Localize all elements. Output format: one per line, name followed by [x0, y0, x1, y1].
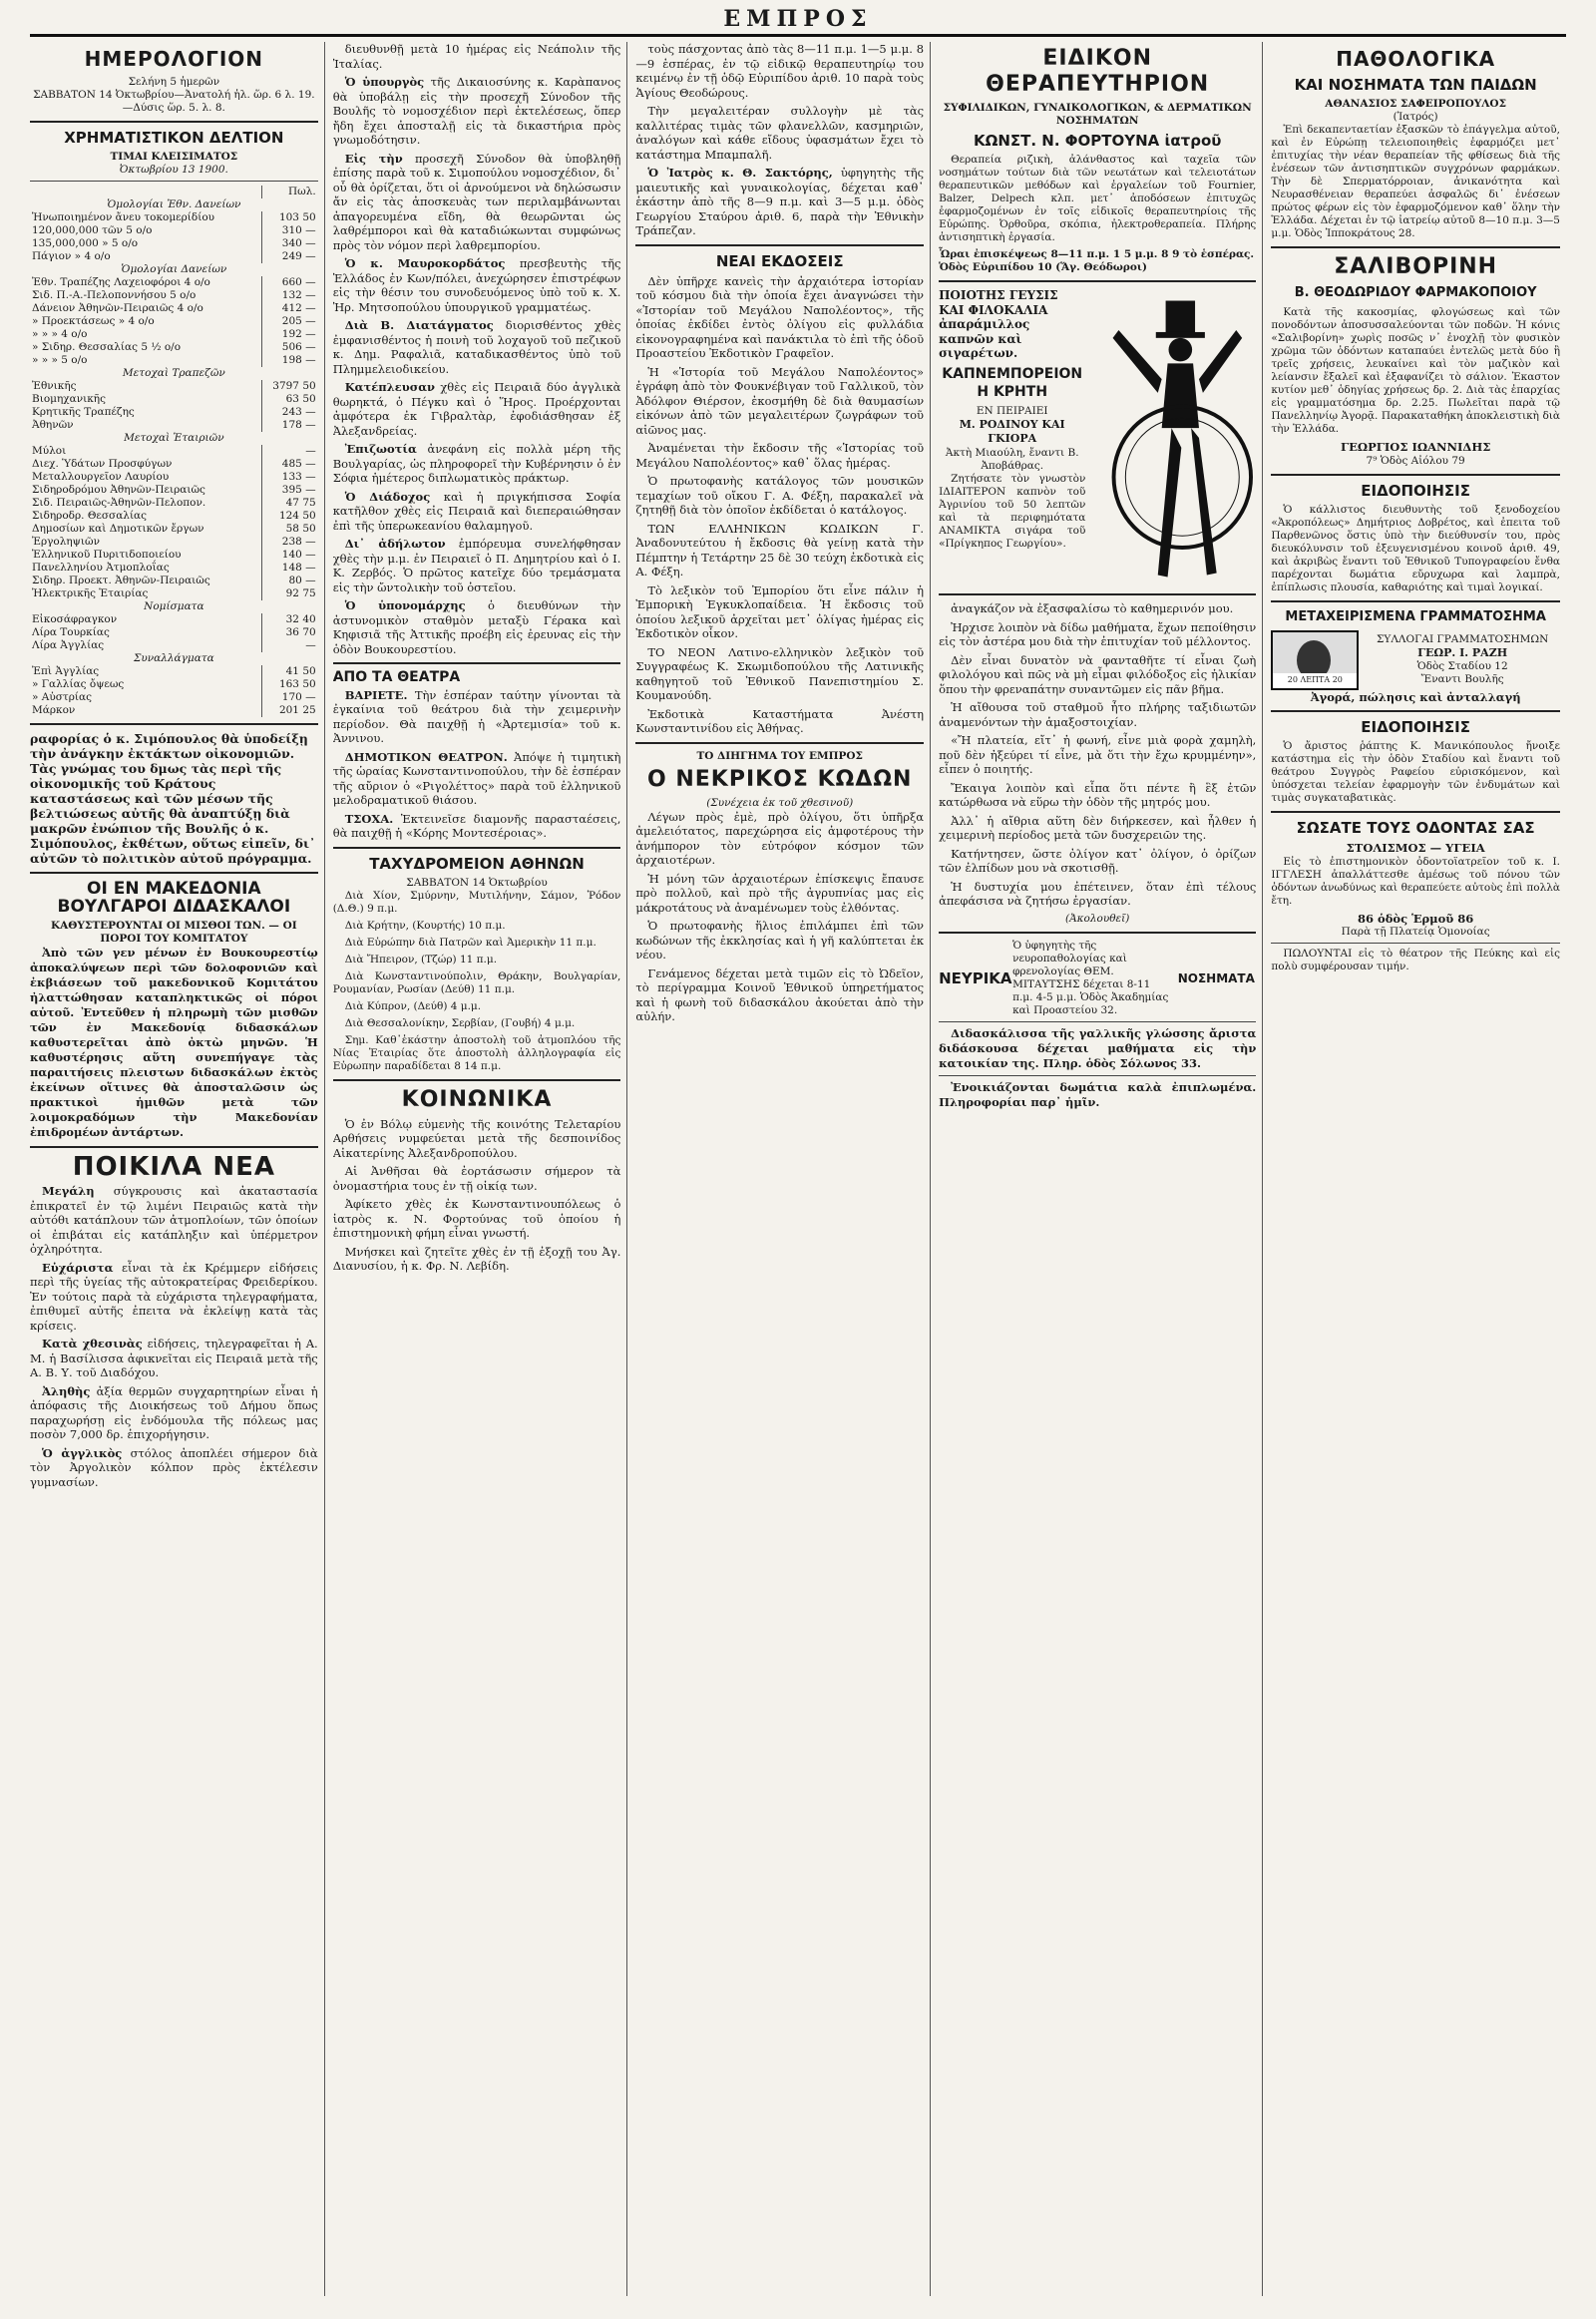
macedonia-text: Ἀπὸ τῶν γεν μένων ἐν Βουκουρεστίῳ ἀποκαλύψεων περὶ τῶν δολοφονιῶν καὶ ἐκβιάσεων τοῦ μακεδονικοῦ Κομιτάτου ἠλαττώθησαν καταπληκτικῶς οἱ πόροι αὐτοῦ. Ἐντεῦθεν ἡ πληρωμὴ τῶν μισθῶν τῶν ἐν Μακεδονίᾳ διδασκάλων καθυστερεῖται ἀπὸ ὀκτὼ μηνῶν. Ἡ καθυστέρησις αὕτη συνεπήγαγε τὰς παραιτήσεις πλειστων διδασκάλων ἐκτὸς ἐκείνων οἵτινες θὰ ἀποσταλῶσιν ὡς πρακτικοὶ ἡμιθῶν μετὰ τῶν λοιμοκραδόμων τὴν Μακεδονίαν ἐπιδρομέων ἀντάρτων. — [30, 946, 318, 1139]
market-price: 243 — — [261, 406, 318, 419]
market-title: ΧΡΗΜΑΤΙΣΤΙΚΟΝ ΔΕΛΤΙΟΝ — [64, 129, 284, 147]
story-to-be-continued: (Ἀκολουθεῖ) — [1064, 912, 1130, 925]
market-security: Ἠλεκτρικῆς Ἑταιρίας — [32, 587, 149, 599]
clinic-subtitle: ΣΥΦΙΛΙΔΙΚΩΝ, ΓΥΝΑΙΚΟΛΟΓΙΚΩΝ, & ΔΕΡΜΑΤΙΚΩΝ ΝΟΣΗΜΑΤΩΝ — [943, 102, 1252, 127]
market-security: Ἀθηνῶν — [32, 419, 74, 431]
market-price: 506 — — [261, 341, 318, 354]
story-paragraph: Ἡ μόνη τῶν ἀρχαιοτέρων ἐπίσκεψις ἔπαυσε πρὸ πολλοῦ, καὶ πρὸ τῆς ἀγρυπνίας μας εἰς μάκροτάτους νὰ ἀναμένωμεν τοὺς ἐλθόντας. — [635, 871, 925, 915]
market-group-heading: Συναλλάγματα — [133, 652, 214, 664]
market-price: 412 — — [261, 302, 318, 315]
notice2-title: ΕΙΔΟΠΟΙΗΣΙΣ — [1361, 718, 1470, 736]
stamps-subtitle: ΣΥΛΛΟΓΑΙ ΓΡΑΜΜΑΤΟΣΗΜΩΝ — [1376, 632, 1549, 645]
market-security: Σιδ. Πειραιῶς-Ἀθηνῶν-Πελοπον. — [32, 497, 206, 509]
market-price: 395 — — [261, 484, 318, 497]
news-item-heading: Διὰ Β. Διατάγματος — [344, 318, 494, 332]
story-paragraph: Κατήντησεν, ὥστε ὀλίγον κατ᾽ ὀλίγον, ὁ ὀρίζων τῶν ἐλπίδων μου νὰ σκοτισθῇ. — [939, 846, 1257, 875]
rent-notice: Ἐνοικιάζονται δωμάτια καλὰ ἐπιπλωμένα. Πληροφορίαι παρ᾽ ἡμῖν. — [939, 1079, 1257, 1109]
market-price: 132 — — [261, 289, 318, 302]
market-price: 660 — — [261, 276, 318, 289]
news-item-heading: Δι᾽ ἀδήλωτον — [344, 537, 446, 551]
theatre-item-heading: ΒΑΡΙΕΤΕ. — [344, 687, 408, 702]
notice1-title: ΕΙΔΟΠΟΙΗΣΙΣ — [1361, 481, 1470, 500]
news-item-body: ὑφηγητὴς τῆς μαιευτικῆς καὶ γυναικολογίας, δέχεται καθ᾽ ἑκάστην ἀπὸ τῆς 8—9 π.μ. καὶ 3—5 μ.μ. ὁδὸς Γεωργίου Σταύρου ἀριθ. 6, παρὰ τὴν Ἐθνικὴν Τράπεζαν. — [635, 166, 925, 237]
news-item-body: χθὲς εἰς Πειραιᾶ δύο ἀγγλικὰ θωρηκτά, ὁ Πέγκυ καὶ ὁ Ἥρος. Προέρχονται ἀμφότερα ἐκ Γιβραλτὰρ, ἐφοδιάσθησαν ἐξ Ἀλεξανδρείας. — [332, 380, 621, 438]
market-date: Ὀκτωβρίου 13 1900. — [119, 164, 228, 176]
news-item — [333, 75, 621, 148]
theatre-item-heading: ΔΗΜΟΤΙΚΟΝ ΘΕΑΤΡΟΝ. — [344, 749, 508, 764]
macedonia-subtitle: ΚΑΘΥΣΤΕΡΟΥΝΤΑΙ ΟΙ ΜΙΣΘΟΙ ΤΩΝ. — ΟΙ ΠΟΡΟΙ ΤΟΥ ΚΟΜΙΤΑΤΟΥ — [51, 920, 297, 945]
news-item-heading: Ὁ Διάδοχος — [344, 489, 431, 504]
theatre-item-body: Τὴν ἑσπέραν ταύτην γίνονται τὰ ἐγκαίνια τοῦ θεάτρου διὰ τὴν χειμερινὴν περίοδον. Θὰ παιχθῇ ἡ «Ἀρτεμισία» τοῦ κ. Ἀννινου. — [332, 687, 621, 745]
market-price: 133 — — [261, 471, 318, 484]
save-address: 86 ὁδὸς Ἑρμοῦ 86 — [1358, 911, 1474, 926]
market-security: Πανελληνίου Ἀτμοπλοΐας — [32, 562, 170, 574]
pharmacy-text: Κατὰ τῆς κακοσμίας, φλογώσεως καὶ τῶν πονοδόντων ἀποσυσσαλεύονται τῶν ποδῶν. Ἡ κόνις «Σαλιβορίνη» χωρὶς ποσῶς ν᾽ ἐνοχλῇ τὸν φυσικὸν χρῶμα τῶν ὀδόντων καταπαύει ἐντελῶς μετὰ δύο ἢ τρεῖς χρήσεις, λευκαίνει καὶ τὸν μαζικὸν καὶ λείανσιν ἔξαλεῖ καὶ ἐξαφανίζει τὸ σάλιον. Ἐκαστον κυτίον μεθ᾽ ὁδηγίας χρήσεως δρ. 2. Διὰ τὰς ἐπαρχίας εἰς γραμματόσημα δρ. 2.25. Πωλεῖται παρὰ τῷ Πανελληνίῳ Ἀγορᾷ. Παρακαταθήκη ἀποκλειστικὴ διὰ τὴν Ἑλλάδα. — [1271, 306, 1560, 435]
post-date: ΣΑΒΒΑΤΟΝ 14 Ὀκτωβρίου — [406, 876, 548, 889]
market-security: Ἐθν. Τραπέζης Λαχειοφόροι 4 ο/ο — [32, 276, 210, 288]
market-price: 63 50 — [261, 393, 318, 406]
almanac-line: ΣΑΒΒΑΤΟΝ 14 Ὀκτωβρίου—Ἀνατολή ἡλ. ὥρ. 6 λ. 19.—Δύσις ὥρ. 5. λ. 8. — [33, 89, 315, 114]
theatre-item — [333, 688, 621, 746]
continued-text: διευθυνθῇ μετὰ 10 ἡμέρας εἰς Νεάπολιν τῆς Ἰταλίας. — [332, 42, 621, 71]
market-security: Σιδ. Π.-Α.-Πελοποννήσου 5 ο/ο — [32, 289, 197, 301]
market-security: » » » 4 ο/ο — [32, 328, 88, 340]
market-row — [30, 328, 318, 341]
market-row — [30, 393, 318, 406]
post-line: Διὰ Κρήτην, (Κουρτής) 10 π.μ. — [344, 919, 506, 932]
col3-news-list — [635, 42, 924, 238]
news-item-body: ἀξία θερμῶν συγχαρητηρίων εἶναι ἡ ἀπόφασις τῆς Διοικήσεως τοῦ Δήμου ὅπως παραχωρήσῃ εἰς ἐνδόμουλα τῆς πόλεως μας ποσὸν 7,000 δρ. ἐπιχορήγησιν. — [30, 1383, 318, 1441]
market-security: Μύλοι — [32, 445, 67, 457]
post-line: Διὰ Ἤπειρον, (Τζώρ) 11 π.μ. — [344, 953, 498, 966]
news-list — [30, 1184, 318, 1489]
news-item — [333, 318, 621, 376]
sale-notice: ΠΩΛΟΥΝΤΑΙ εἰς τὸ θέατρον τῆς Πεύκης καὶ εἰς πολὺ συμφέρουσαν τιμήν. — [1271, 948, 1560, 972]
tobacco-text: ΠΟΙΟΤΗΣ ΓΕΥΣΙΣ ΚΑΙ ΦΙΛΟΚΑΛΙΑ ἀπαράμιλλος καπνῶν καὶ σιγαρέτων. — [939, 288, 1058, 360]
news-item — [30, 1261, 318, 1334]
social-item: Μνήσκει καὶ ζητεῖτε χθὲς ἐν τῇ ἐξοχῇ του Ἀγ. Διανυσίου, ἡ κ. Φρ. Ν. Λεβίδη. — [332, 1244, 621, 1273]
market-row — [30, 691, 318, 704]
market-row — [30, 575, 318, 587]
market-row — [30, 497, 318, 510]
finance-notice: ραφορίας ὁ κ. Σιμόπουλος θὰ ὑποδείξῃ τὴν ἀνάγκην ἐκτάκτων οἰκονομιῶν. Τὰς γνώμας του δμως τὰς περὶ τῆς οἰκονομικῆς τοῦ Κράτους καταστάσεως καὶ τῶν μέσων τῆς βελτιώσεως αὐτῆς θὰ ἀναπτύξῃ διὰ μακρῶν ἐνώπιον τῆς Βουλῆς ὁ κ. Σιμόπουλος, ἐκθέτων, οὕτως εἰπεῖν, δι᾽ αὐτῶν τὸ πολιτικὸν αὐτοῦ πρόγραμμα. — [30, 731, 316, 866]
market-security: Σιδηρ. Προεκτ. Ἀθηνῶν-Πειραιῶς — [32, 575, 210, 586]
news-item-body: ἀνεφάνη εἰς πολλὰ μέρη τῆς Βουλγαρίας, ὡς πληροφορεῖ τὴν Κυβέρνησιν ὁ ἐν Σόφια ἡμέτερος διπλωματικὸς πράκτωρ. — [332, 442, 621, 485]
news-item — [333, 152, 621, 253]
story-title: Ο ΝΕΚΡΙΚΟΣ ΚΩΔΩΝ — [646, 766, 913, 792]
drummer-illustration — [1089, 288, 1256, 587]
market-security: Λίρα Τουρκίας — [32, 626, 110, 638]
macedonia-title: ΟΙ ΕΝ ΜΑΚΕΔΟΝΙΑ ΒΟΥΛΓΑΡΟΙ ΔΙΔΑΣΚΑΛΟΙ — [57, 879, 291, 917]
market-price: 80 — — [261, 575, 318, 587]
market-security: Βιομηχανικῆς — [32, 393, 106, 405]
post-line: Διὰ Εὐρώπην διὰ Πατρῶν καὶ Ἀμερικὴν 11 π.μ. — [344, 936, 597, 949]
column-1 — [30, 42, 325, 2296]
market-price: 32 40 — [261, 613, 318, 626]
post-line: Διὰ Κωνσταντινούπολιν, Θράκην, Βουλγαρίαν, Ρουμανίαν, Ρωσίαν (Δεύθ) 11 π.μ. — [332, 969, 621, 995]
story-paragraph: Δὲν εἶναι δυνατὸν νὰ φανταθῆτε τί εἶναι ζωὴ φιλολόγου καὶ πῶς νὰ μὴ εἶμαι φιλόδοξος εἰς ἡλικίαν ὅπου τὴν φρεναπάτην συναντῶμεν εἰς πᾶν βῆμα. — [939, 652, 1257, 696]
market-security: » Σιδηρ. Θεσσαλίας 5 ½ ο/ο — [32, 341, 182, 353]
stamps-owner: ΓΕΩΡ. Ι. ΡΑΖΗ — [1417, 645, 1508, 659]
theatre-item — [333, 750, 621, 808]
market-header-blank — [30, 186, 261, 198]
market-security: Σιδηροδρ. Θεσσαλίας — [32, 510, 148, 522]
market-row — [30, 510, 318, 523]
news-item-heading: Ὁ Ἰατρὸς κ. Θ. Σακτόρης, — [647, 166, 833, 180]
news-item-body: προσεχῆ Σύνοδον θὰ ὑποβληθῇ ἐπίσης παρὰ τοῦ κ. Σιμοπούλου νομοσχέδιον, δι᾽ οὗ θὰ ὁρίζεται, ὅτι οἱ ἀρνούμενοι νὰ δηλώσωσιν ἄν εἰς τὰς ἀποσκευὰς των περιλαμβάνωνται ἀπαγορευμένα εἴδη, θὰ θεωρῶνται ὡς λαθρέμποροι καὶ θὰ καταδιώκωνται συμφώνως πρὸς τὸν νόμον περὶ λαθρεμπορίου. — [332, 151, 621, 252]
story-paragraph: ἀναγκάζον νὰ ἐξασφαλίσω τὸ καθημερινόν μου. — [951, 601, 1234, 615]
neuro-side-title: ΝΟΣΗΜΑΤΑ — [1177, 970, 1255, 985]
news-item-heading: Ὁ ἀγγλικὸς — [42, 1445, 123, 1460]
market-price: 140 — — [261, 549, 318, 562]
market-security: Δημοσίων καὶ Δημοτικῶν ἔργων — [32, 523, 204, 535]
story-paragraph: Λέγων πρὸς ἐμὲ, πρὸ ὀλίγου, ὅτι ὑπῆρξα ἀμελειότατος, παρεχώρησα εἰς ἀμφοτέρους τὴν ἀνήμπορον τὸν εὐτρόφον κόσμον τῶν ἀρχαιοτέρων. — [635, 809, 925, 867]
news-item — [333, 256, 621, 314]
theatre-item — [333, 812, 621, 841]
post-title: ΤΑΧΥΔΡΟΜΕΙΟΝ ΑΘΗΝΩΝ — [369, 854, 585, 873]
story-paragraph: «Ἤ πλατεία, εἴτ᾽ ἡ φωνή, εἶνε μιὰ φορὰ χαμηλὴ, ποῦ δὲν ἠξεύρει τί εἶνε, μὰ ὅτι τὴν ἔχω κρυμμένην», εἶπεν ὁ ποιητής. — [939, 733, 1257, 776]
market-price: 192 — — [261, 328, 318, 341]
social-item: Ἀφίκετο χθὲς ἐκ Κωνσταντινουπόλεως ὁ ἰατρὸς κ. Ν. Φορτούνας τοῦ ὁποίου ἡ ἐπιστημονικὴ φήμη εἶναι γνωστή. — [332, 1197, 621, 1240]
pedia-role: (Ἰατρός) — [1393, 111, 1438, 123]
market-header-sell: Πωλ. — [261, 186, 318, 198]
pedia-subtitle: ΚΑΙ ΝΟΣΗΜΑΤΑ ΤΩΝ ΠΑΙΔΩΝ — [1294, 76, 1537, 94]
market-security: Ἐθνικῆς — [32, 380, 77, 392]
story-paragraph: Ἀλλ᾽ ἡ αἴθρια αὕτη δὲν διήρκεσεν, καὶ ἦλθεν ἡ χειμερινὴ περίοδος μετὰ τῶν δυσχερειῶν της. — [939, 813, 1257, 842]
post-line: Διὰ Χίον, Σμύρνην, Μυτιλήνην, Σάμον, Ῥόδον (Δ.Θ.) 9 π.μ. — [332, 889, 621, 915]
social-list — [333, 1117, 621, 1274]
save-address-2: Παρὰ τῇ Πλατείᾳ Ὁμονοίας — [1341, 926, 1490, 938]
market-price: 36 70 — [261, 626, 318, 639]
news-item — [635, 166, 924, 238]
save-subtitle: ΣΤΟΛΙΣΜΟΣ — ΥΓΕΙΑ — [1346, 841, 1485, 855]
market-security: Ἐπὶ Ἀγγλίας — [32, 665, 100, 677]
story-paragraph: Ὁ πρωτοφανὴς ἥλιος ἐπιλάμπει ἐπὶ τῶν κωδώνων τῆς ἐκκλησίας καὶ ἡ γῆ καλύπτεται ἐκ νέου. — [635, 919, 925, 962]
market-price: 47 75 — [261, 497, 318, 510]
edition-item: Δὲν ὑπῆρχε κανεὶς τὴν ἀρχαιότερα ἱστορίαν τοῦ κόσμου διὰ τὴν ὁποία ἔχει ἀναγνώσει τὴν «Ἱστορίαν τοῦ Μεγάλου Ναπολέοντος», τῆς ὁποίας ἐκδίδει ἐντὸς ὀλίγου εἰς φυλλάδια εἰκονογραφημένα καὶ πανάκτιλα τὸ ἐπὶ τῆς ὁδοῦ Προαστείου Ἐκδοτικὸν Γραφεῖον. — [635, 273, 925, 360]
market-group-heading: Μετοχαὶ Τραπεζῶν — [122, 367, 225, 379]
market-group-heading: Ὁμολογίαι Δανείων — [121, 263, 227, 275]
news-item — [333, 442, 621, 486]
market-row — [30, 562, 318, 575]
news-item-body: ἐμπόρευμα συνελήφθησαν χθὲς τὴν μ.μ. ἐν Πειραιεῖ ὁ Π. Δημητρίου καὶ ὁ Ι. Κ. Ζερβός. Ὁ πρῶτος κατεῖχε δύο τρεμάσματα εἰς τὴν ὤντολικὴν τοῦ ὀστεῖου. — [332, 537, 621, 594]
news-item-heading: Εἰς τὴν — [344, 151, 403, 166]
market-price: — — [261, 639, 318, 652]
news-item — [333, 598, 621, 656]
social-item: Αἱ Ἀνθῆσαι θὰ ἐορτάσωσιν σήμερον τὰ ὀνομαστήρια τους ἐν τῇ οἰκίᾳ των. — [332, 1164, 621, 1193]
market-row — [30, 445, 318, 458]
story-paragraph: Γενάμενος δέχεται μετὰ τιμῶν εἰς τὸ Ὠδεῖον, τὸ περίγραμμα Κοινοῦ Ἐθνικοῦ ὑπηρετήματος καὶ ἡ φωνὴ τοῦ διδασκάλου ἀκούεται ἀπὸ τὴν αὐλήν. — [635, 966, 925, 1023]
market-price: 205 — — [261, 315, 318, 328]
market-row — [30, 626, 318, 639]
market-security: Ἡνωποιημένον ἄνευ τοκομερίδίου — [32, 211, 215, 223]
news-item-heading: Ἐπιζωοτία — [344, 442, 417, 456]
post-list — [333, 890, 621, 1073]
market-row — [30, 224, 318, 237]
story-paragraph: Ἔκαιγα λοιπὸν καὶ εἶπα ὅτι πέντε ἢ ἓξ ἐτῶν κατώρθωσα νὰ εὕρω τὴν ὁδὸν τῆς μητρός μου. — [939, 780, 1257, 809]
market-price: 124 50 — [261, 510, 318, 523]
newspaper-page — [30, 42, 1566, 2296]
post-line: Διὰ Κύπρον, (Δεύθ) 4 μ.μ. — [344, 999, 482, 1012]
news-item — [333, 380, 621, 438]
edition-item: ΤΩΝ ΕΛΛΗΝΙΚΩΝ ΚΩΔΙΚΩΝ Γ. Ἀναδονυτεύτου ἡ ἔκδοσις θὰ γείνῃ κατὰ τὴν Πέμπτην ἡ Τετάρτην 25 δὲ 30 τεύχη ἐκδοτικὰ εἰς Α. Φέξη. — [635, 521, 925, 579]
market-row — [30, 678, 318, 691]
post-line: Σημ. Καθ᾽ἑκάστην ἀποστολὴ τοῦ ἀτμοπλόου τῆς Νίας Ἑταιρίας ὅτε ἀποστολὴ ἀλληλογραφία εἰς Εὐρωπην παραδίδεται 8 14 π.μ. — [332, 1033, 621, 1072]
market-row — [30, 419, 318, 432]
market-security: 120,000,000 τῶν 5 ο/ο — [32, 224, 153, 236]
market-row — [30, 536, 318, 549]
news-item-body: στόλος ἀποπλέει σήμερον διὰ τὸν Ἀργολικὸν κόλπον πρὸς ἐκτέλεσιν γυμνασίων. — [30, 1445, 318, 1489]
market-price: 238 — — [261, 536, 318, 549]
theatre-item-body: Ἐκτεινεῖσε διαμονῆς παρασταέσεις, θὰ παιχθῇ ἡ «Κόρης Μοντεσέροιας». — [332, 811, 621, 840]
story-continuation: (Συνέχεια ἐκ τοῦ χθεσινοῦ) — [706, 796, 854, 809]
news-item-body: πρεσβευτὴς τῆς Ἑλλάδος ἐν Κων/πόλει, ἀνεχώρησεν ἐπιστρέφων εἰς τὴν θέσιν του συνοδευόμενος ὑπὸ τοῦ κ. Χ. Ἠρ. Μητσοπούλου ὑπουργικοῦ γραμματέως. — [332, 256, 621, 314]
news-item-body: Τὴν μεγαλειτέραν συλλογὴν μὲ τὰς καλλιτέρας τιμὰς τῶν φλανελλῶν, κασμηριῶν, ἀναλόγων καὶ κάθε εἴδους ὑφασμάτων ἔχει τὸ κατάστημα Μπαμπαλῆ. — [635, 104, 925, 162]
news-item — [635, 42, 924, 100]
neuro-title: ΝΕΥΡΙΚΑ — [939, 968, 1012, 987]
market-price: 41 50 — [261, 665, 318, 678]
market-price: 198 — — [261, 354, 318, 367]
stamp-image: 20 ΛΕΠΤΑ 20 — [1271, 630, 1359, 690]
save-title: ΣΩΣΑΤΕ ΤΟΥΣ ΟΔΟΝΤΑΣ ΣΑΣ — [1296, 819, 1535, 837]
social-item: Ὁ ἐν Βόλῳ εὐμενὴς τῆς κοινότης Τελεταρίου Αρθήσεις νυμφεύεται μετὰ τῆς δεσποινίδος Αἰκατερίνης Ἀλεξανδροπούλου. — [332, 1116, 621, 1160]
story-text — [635, 810, 924, 1024]
market-security: Διεχ. Ὑδάτων Προσφύγων — [32, 458, 173, 470]
market-row — [30, 237, 318, 250]
pedia-doctor: ΑΘΑΝΑΣΙΟΣ ΣΑΦΕΙΡΟΠΟΥΛΟΣ — [1325, 98, 1506, 110]
masthead-title: ΕΜΠΡΟΣ — [30, 6, 1566, 37]
market-row — [30, 523, 318, 536]
stamps-address-2: Ἔναντι Βουλῆς — [1420, 673, 1504, 686]
market-security: Μεταλλουργεῖον Λαυρίου — [32, 471, 170, 483]
market-row — [30, 250, 318, 263]
pharmacy-agent: ΓΕΩΡΓΙΟΣ ΙΩΑΝΝΙΔΗΣ — [1340, 440, 1491, 454]
story-paragraph: Ἡ αἴθουσα τοῦ σταθμοῦ ἦτο πλήρης ταξιδιωτῶν ἀναμενόντων τὴν ἁμαξοστοιχίαν. — [939, 700, 1257, 729]
almanac-title: ΗΜΕΡΟΛΟΓΙΟΝ — [84, 47, 264, 71]
news-item-heading: Κατέπλευσαν — [344, 380, 436, 394]
edition-item: Ἡ «Ἱστορία τοῦ Μεγάλου Ναπολέοντος» ἐγράφη ἀπὸ τὸν Φουκνέβιγαν τοῦ Γαλλικοῦ, τὸν Ἀδόλφον Θιέρσον, ἐκοσμήθη δὲ διὰ θαυμασίων εἰκόνων ἀπὸ τῶν μεγαλειτέρων ζωγράφων τοῦ αἰῶνος μας. — [635, 364, 925, 437]
market-security: » Προεκτάσεως » 4 ο/ο — [32, 315, 155, 327]
news-item-body: σύγκρουσις καὶ ἀκαταστασία ἐπικρατεῖ ἐν τῷ λιμένι Πειραιῶς κατὰ τὴν αὐτόθι κατάπλουν τῶν ἀτμοπλοίων, τῶν ὁποίων οἱ ἐπιβάται εἰς κατάπληξιν καὶ ὑπέρμετρον ὀχληρότητα. — [30, 1184, 318, 1256]
pedia-title: ΠΑΘΟΛΟΓΙΚΑ — [1336, 47, 1496, 71]
market-security: Ἐργοληψιῶν — [32, 536, 100, 548]
news-item-heading: Ὁ ὑπουργὸς — [344, 75, 425, 89]
market-group-heading: Μετοχαὶ Ἑταιριῶν — [124, 432, 224, 444]
news-item-body: εἰδήσεις, τηλεγραφεῖται ἡ Α. Μ. ἡ Βασίλισσα ἀφικνεῖται εἰς Πειραιᾶ μετὰ τῆς Α. Β. Υ. τοῦ Διαδόχου. — [30, 1337, 318, 1379]
clinic-doctor: ΚΩΝΣΤ. Ν. ΦΟΡΤΟΥΝΑ ἰατροῦ — [973, 132, 1222, 150]
theatre-item-body: Ἀπόψε ἡ τιμητικὴ τῆς ὡραίας Κωνσταντινοπούλου, τὴν δὲ ἑσπέραν τῆς αὔριον ὁ «Ριγολέττος» παρὰ τοῦ ἑλληνικοῦ μελοδραματικοῦ θιάσου. — [332, 749, 621, 807]
theatre-title: ΑΠΟ ΤΑ ΘΕΑΤΡΑ — [332, 669, 461, 685]
shop-owner: Μ. ΡΟΔΙΝΟΥ ΚΑΙ ΓΚΙΟΡΑ — [959, 417, 1065, 445]
notice1-text: Ὁ κάλλιστος διευθυντὴς τοῦ ξενοδοχείου «Ἀκροπόλεως» Δημήτριος Δοβρέτος, καὶ ἐπειτα τοῦ Παρθενῶνος ὅστις ὑπὸ τὴν διεύθυνσίν του, πρὸς διευκόλυνσιν τοῦ ἐξευγενισμένου κοινοῦ ἀριθ. 49, καὶ ἀκριβὼς ἔναντι τοῦ Ἐθνικοῦ Τυπογραφείου ἔνθα παρέχονται δωμάτια εὔρυχωρα καὶ λαμπρὰ, ἐπίπλωσις πλουσία, καθαριότης καὶ τιμαὶ λογικαί. — [1271, 503, 1560, 593]
news-item — [30, 1384, 318, 1442]
market-security: Λίρα Ἀγγλίας — [32, 639, 105, 651]
market-price: 103 50 — [261, 211, 318, 224]
news-item-heading: Ὁ ὑπονομάρχης — [344, 598, 466, 612]
edition-item: Τὸ λεξικὸν τοῦ Ἐμπορίου ὅτι εἶνε πάλιν ἡ Ἐμπορικὴ Ἐγκυκλοπαίδεια. Ἡ ἔκδοσις τοῦ ὁποίου λεξικοῦ ἀρχεῖται μετ᾽ ὀλίγας ἡμέρας εἰς Ἐκδοτικὸν οἶκον. — [635, 582, 925, 640]
market-price: 201 25 — [261, 704, 318, 717]
almanac-line: Σελήνη 5 ἡμερῶν — [128, 76, 220, 88]
news-item — [333, 490, 621, 534]
news-item-body: τοὺς πάσχοντας ἀπὸ τὰς 8—11 π.μ. 1—5 μ.μ. 8—9 ἑσπέρας, ἐν τῷ εἰδικῷ θεραπευτηρίῳ του κειμένῳ ἐν τῇ ὁδῷ Εὐριπίδου ἀριθ. 10 παρὰ τοὺς Ἁγίους Θεοδώρους. — [635, 42, 925, 100]
market-row — [30, 289, 318, 302]
news-item — [30, 1184, 318, 1257]
market-price: 485 — — [261, 458, 318, 471]
post-line: Διὰ Θεσσαλονίκην, Σερβίαν, (Γουβή) 4 μ.μ. — [344, 1016, 576, 1029]
teacher-notice: Διδασκάλισσα τῆς γαλλικῆς γλώσσης ἄριστα διδάσκουσα δέχεται μαθήματα εἰς τὴν κατοικίαν της. Πληρ. ὁδὸς Σόλωνος 33. — [939, 1025, 1257, 1070]
market-price: 148 — — [261, 562, 318, 575]
edition-item: ΤΟ ΝΕΟΝ Λατινο-ελληνικὸν λεξικὸν τοῦ Συγγραφέως Κ. Σκωμιδοπούλου τῆς Λατινικῆς καθηγητοῦ τοῦ Ἐθνικοῦ Πανεπιστημίου Σ. Κουμανούδη. — [635, 644, 925, 702]
news-item-heading: Κατὰ χθεσινὰς — [42, 1337, 143, 1351]
stamps-title: ΜΕΤΑΧΕΙΡΙΣΜΕΝΑ ΓΡΑΜΜΑΤΟΣΗΜΑ — [1285, 608, 1546, 624]
market-security: 135,000,000 » 5 ο/ο — [32, 237, 139, 249]
market-security: Σιδηροδρόμου Ἀθηνῶν-Πειραιῶς — [32, 484, 205, 496]
news-item-heading: Ὁ κ. Μαυροκορδάτος — [344, 256, 506, 270]
pharmacy-address: 7⁹ Ὁδὸς Αἰόλου 79 — [1366, 454, 1465, 467]
market-security: » » » 5 ο/ο — [32, 354, 88, 366]
market-price: 3797 50 — [261, 380, 318, 393]
editions-list — [635, 274, 924, 736]
clinic-text: Θεραπεία ριζικὴ, ἀλάνθαστος καὶ ταχεῖα τῶν νοσημάτων τούτων διὰ τῶν νεωτάτων καὶ τελειοτάτων θεραπευτικῶν μεθόδων καὶ ἐργαλείων τοῦ Fournier, Balzer, Delpech κλπ. μετ᾽ ἀποδόσεων ἐπιτυχῶς ἐφαρμοζομένων ἐν τοῖς εἰδικοῖς θεραπευτηρίοις τῆς Εὐρώπης. Ὀρθοῦρα, σκόπια, ἠλεκτροθεραπεία. Πλήρης ἀντισηπτικὴ ἐργασία. — [939, 154, 1257, 243]
market-row — [30, 549, 318, 562]
column-3 — [635, 42, 931, 2296]
shop-city: ΕΝ ΠΕΙΡΑΙΕΙ — [976, 404, 1048, 417]
market-row — [30, 380, 318, 393]
market-price: 170 — — [261, 691, 318, 704]
stamps-trade: Ἀγορά, πώλησις καὶ ἀνταλλαγή — [1310, 689, 1521, 704]
shop-address: Ἀκτὴ Μιαούλη, ἔναντι Β. Ἀποβάθρας. — [945, 446, 1079, 472]
market-price: — — [261, 445, 318, 458]
column-5 — [1271, 42, 1566, 2296]
market-price: 178 — — [261, 419, 318, 432]
market-row — [30, 665, 318, 678]
column-2 — [333, 42, 628, 2296]
market-row — [30, 704, 318, 717]
pharmacy-title: ΣΑΛΙΒΟΡΙΝΗ — [1334, 254, 1498, 279]
news-item-heading: Μεγάλη — [42, 1184, 95, 1198]
market-price: 92 75 — [261, 587, 318, 600]
shop-title: ΚΑΠΝΕΜΠΟΡΕΙΟΝ Η ΚΡΗΤΗ — [942, 365, 1083, 400]
shop-text: Ζητήσατε τὸν γνωστὸν ΙΔΙΑΙΤΕΡΟΝ καπνὸν τοῦ Ἀγρινίου τοῦ 50 λεπτῶν καὶ τὰ περιφημότατα ΑΝΑΜΙΚΤΑ σιγάρα τοῦ «Πρίγκηπος Γεωργίου». — [939, 472, 1086, 550]
market-security: Δάνειον Ἀθηνῶν-Πειραιῶς 4 ο/ο — [32, 302, 203, 314]
stamps-address: Ὁδὸς Σταδίου 12 — [1416, 660, 1508, 673]
theatre-item-heading: ΤΣΟΧΑ. — [344, 811, 394, 826]
market-security: Εἰκοσάφραγκον — [32, 613, 118, 625]
column-4 — [939, 42, 1263, 2296]
neuro-text: Ὁ ὑφηγητὴς τῆς νευροπαθολογίας καὶ φρενολογίας ΘΕΜ. ΜΙΤΑΥΤΣΗΣ δέχεται 8-11 π.μ. 4-5 μ.μ. Ὁδὸς Ἀκαδημίας καὶ Προαστείου 32. — [1012, 939, 1169, 1016]
market-price: 163 50 — [261, 678, 318, 691]
news-item-body: καὶ ἡ πριγκήπισσα Σοφία κατῆλθον χθὲς εἰς Πειραιᾶ καὶ διεπεραιώθησαν ἐπὶ τῆς ὑπερωκεανίου θαλαμηγοῦ. — [332, 489, 621, 533]
news-item — [30, 1446, 318, 1490]
market-price: 58 50 — [261, 523, 318, 536]
story-paragraph: Ἠρχισε λοιπὸν νὰ δίδω μαθήματα, ἔχων πεποίθησιν εἰς τὸν ἀστέρα μου διὰ τὴν ἐπιτυχίαν τοῦ μέλλοντος. — [939, 619, 1257, 648]
news-item — [333, 537, 621, 594]
market-group-heading: Ὁμολογίαι Ἐθν. Δανείων — [107, 198, 241, 210]
market-security: » Γαλλίας ὄψεως — [32, 678, 125, 690]
market-row — [30, 315, 318, 328]
market-row — [30, 211, 318, 224]
col2-news-list — [333, 75, 621, 656]
market-row — [30, 276, 318, 289]
market-row — [30, 458, 318, 471]
market-table — [30, 186, 318, 717]
market-security: » Αὐστρίας — [32, 691, 92, 703]
save-text: Εἰς τὸ ἐπιστημονικὸν ὀδοντοϊατρεῖον τοῦ κ. Ι. ΙΓΓΛΕΣΗ ἀπαλλάττεσθε ἀμέσως τοῦ πόνου τῶν ὀδόντων ἀνωδύνως καὶ θεραπεύετε αὐτοὺς ἐπὶ πολλὰ ἔτη. — [1271, 855, 1560, 907]
market-group-heading: Νομίσματα — [144, 600, 204, 612]
pedia-text: Ἐπὶ δεκαπενταετίαν ἐξασκῶν τὸ ἐπάγγελμα αὐτοῦ, καὶ ἐν Εὐρώπῃ τελειοποιηθεὶς ἐφαρμόζει μετ᾽ ἐπιτυχίας τὴν νέαν θεραπείαν τῆς φθίσεως διὰ τῆς ἐνέσεων τῶν ἀντισηπτικῶν συγχρόνων φαρμάκων. Τὴν δὲ Σπερματόρροιαν, ἀνικανότητα καὶ Νευρασθένειαν θεραπεύει ἀσφαλῶς δι᾽ ἐνέσεων πρώτος φέρων εἰς τὸν ἐφαρμοζόμενον καθ᾽ ὅλην τὴν Ἑλλάδα. Δέχεται ἐν τῷ ἰατρείῳ αὐτοῦ 8—10 π.μ. 3—5 μ.μ. Ὁδὸς Ἱπποκράτους 28. — [1271, 124, 1560, 239]
market-security: Πάγιον » 4 ο/ο — [32, 250, 111, 262]
market-subtitle: ΤΙΜΑΙ ΚΛΕΙΣΙΜΑΤΟΣ — [110, 151, 238, 163]
pharmacy-owner: Β. ΘΕΟΔΩΡΙΔΟΥ ΦΑΡΜΑΚΟΠΟΙΟΥ — [1294, 285, 1537, 300]
market-row — [30, 354, 318, 367]
news-item-heading: Ἀληθὴς — [42, 1383, 91, 1398]
market-row — [30, 406, 318, 419]
clinic-hours: Ὧραι ἐπισκέψεως 8—11 π.μ. 1 5 μ.μ. 8 9 τὸ ἑσπέρας. Ὁδὸς Εὐριπίδου 10 (Ἅγ. Θεόδωροι) — [939, 248, 1255, 273]
market-row — [30, 587, 318, 600]
market-price: 340 — — [261, 237, 318, 250]
market-row — [30, 484, 318, 497]
editions-title: ΝΕΑΙ ΕΚΔΟΣΕΙΣ — [715, 251, 844, 270]
news-item-body: εἶναι τὰ ἐκ Κρέμμερν εἰδήσεις περὶ τῆς ὑγείας τῆς αὐτοκρατείρας Φρειδερίκου. Ἐν τούτοις παρὰ τὰ εὐχάριστα τηλεγραφήματα, ἐπιθυμεῖ αὐτῆς ἐπειτα νὰ ἐκλείψῃ κατὰ τὰς κρίσεις. — [30, 1260, 318, 1333]
market-row — [30, 302, 318, 315]
market-row — [30, 613, 318, 626]
notice2-text: Ὁ ἄριστος ῥάπτης Κ. Μανικόπουλος ἤνοιξε κατάστημα εἰς τὴν ὁδὸν Σταδίου καὶ ἔναντι τοῦ θεάτρου Συγγρὸς Ραφείου εὐρισκόμενον, καὶ ὑπόσχεται τελείαν ἐφαρμογὴν τῶν ἐνδυμάτων καὶ τιμὰς συγκαταβατικὰς. — [1271, 740, 1560, 804]
news-item — [30, 1337, 318, 1380]
market-security: Κρητικῆς Τραπέζης — [32, 406, 135, 418]
edition-item: Ὁ πρωτοφανὴς κατάλογος τῶν μουσικῶν τεμαχίων τοῦ οἴκου Γ. Α. Φέξη, παρακαλεῖ νὰ ζητηθῇ διὰ τὸν ὁποῖον ἐκδίδεται ὁ κατάλογος. — [635, 474, 925, 517]
market-row — [30, 471, 318, 484]
news-title: ΠΟΙΚΙΛΑ ΝΕΑ — [72, 1152, 275, 1182]
story-continued-text — [939, 601, 1256, 909]
market-row — [30, 639, 318, 652]
edition-item: Ἐκδοτικὰ Καταστήματα Ἀνέστη Κωνσταντινίδου εἰς Ἀθήνας. — [635, 706, 925, 735]
theatre-list — [333, 688, 621, 841]
market-price: 249 — — [261, 250, 318, 263]
market-security: Ἑλληνικοῦ Πυριτιδοποιείου — [32, 549, 182, 561]
edition-item: Ἀναμένεται τὴν ἔκδοσιν τῆς «Ἱστορίας τοῦ Μεγάλου Ναπολέοντος» καθ᾽ ὅλας ἡμέρας. — [635, 441, 925, 470]
news-item — [635, 104, 924, 162]
news-item-body: τῆς Δικαιοσύνης κ. Καρὰπανος θὰ ὑποβάλῃ εἰς τὴν προσεχῆ Σύνοδον τῆς Βουλῆς τὸ νομοσχέδιον περὶ ἐκτελέσεως, ὅπερ ἤδη ἔχει ἀποσταλῇ εἰς τὰ δικαστήρια πρὸς γνωμοδότησιν. — [332, 75, 621, 147]
market-security: Μάρκον — [32, 704, 76, 716]
story-paragraph: Ἡ δυστυχία μου ἐπέτεινεν, ὅταν ἐπὶ τέλους ἀπεφάσισα νὰ ζητήσω ἐργασίαν. — [939, 879, 1257, 908]
story-label: ΤΟ ΔΙΗΓΗΜΑ ΤΟΥ ΕΜΠΡΟΣ — [696, 749, 863, 762]
news-item-body: ὁ διευθύνων τὴν ἀστυνομικὸν σταθμὸν μεταξὺ Γέρακα καὶ Κηφισιᾶ τῆς Ἀττικῆς προέβη εἰς ἐρευνας εἰς τὴν ὁδὸν Βουκουρεστίου. — [332, 598, 621, 656]
market-row — [30, 341, 318, 354]
clinic-title: ΕΙΔΙΚΟΝ ΘΕΡΑΠΕΥΤΗΡΙΟΝ — [986, 46, 1210, 97]
news-item-body: διορισθέντος χθὲς ἐμφανισθέντος ἡ ποινὴ τοῦ λοχαγοῦ τοῦ πεζικοῦ κ. Δημ. Ραφαλιᾶ, καταδικασθέντος ὑπὸ τοῦ Πλημμελειοδικείου. — [332, 318, 621, 376]
market-price: 310 — — [261, 224, 318, 237]
social-title: ΚΟΙΝΩΝΙΚΑ — [401, 1086, 553, 1112]
news-item-heading: Εὐχάριστα — [42, 1260, 114, 1275]
